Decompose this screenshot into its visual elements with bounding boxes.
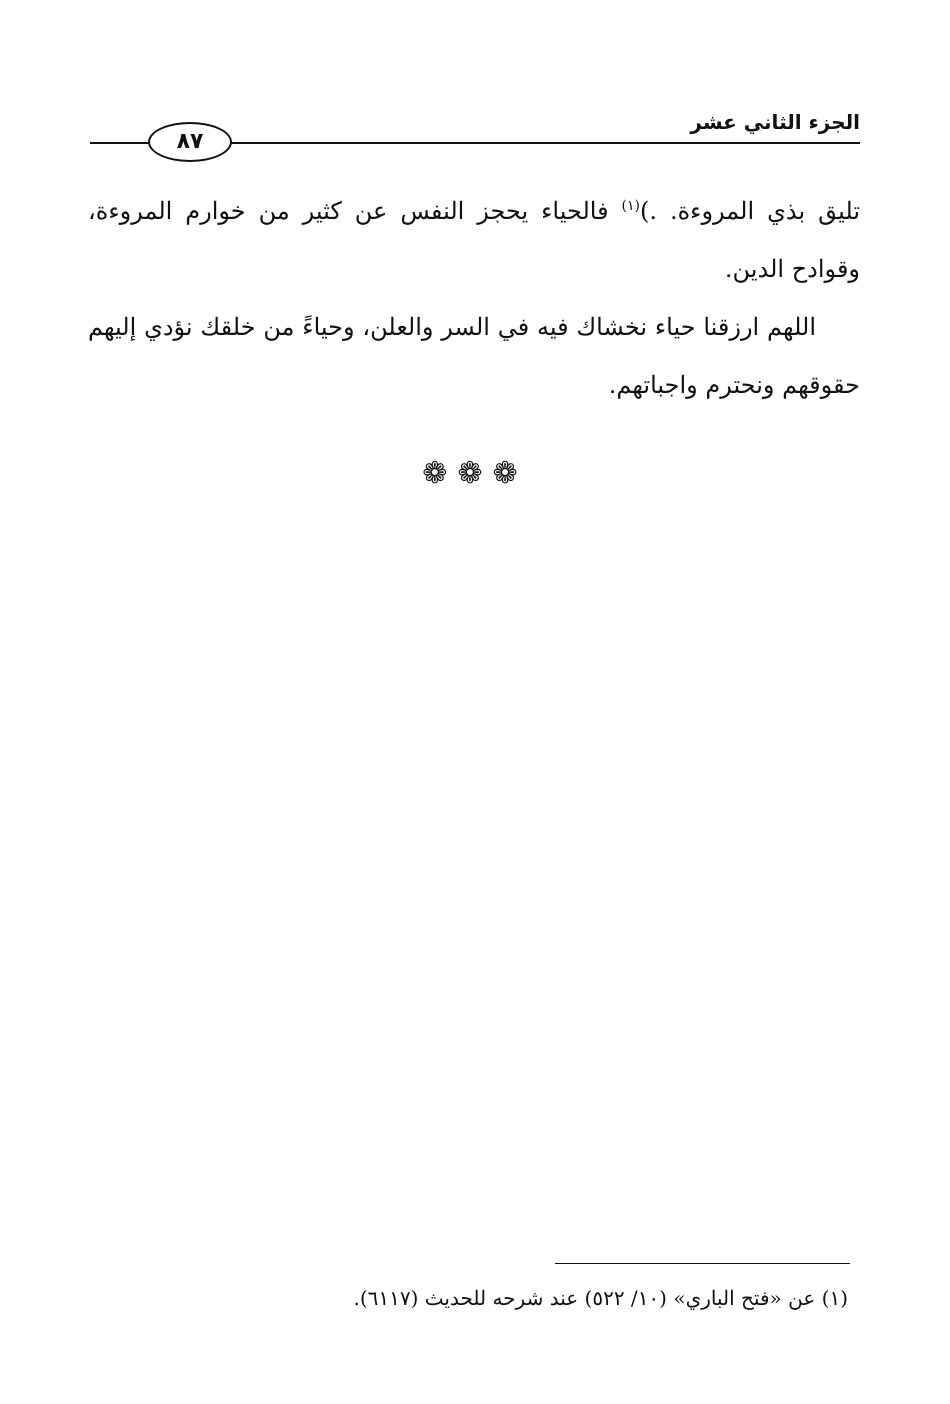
- paragraph-2: اللهم ارزقنا حياء نخشاك فيه في السر والعلن، وحياءً من خلقك نؤدي إليهم حقوقهم ونحترم واجباتهم.: [88, 313, 860, 399]
- footnote-reference: (١): [621, 198, 640, 214]
- footnote-divider: [555, 1263, 850, 1264]
- main-text: [88, 182, 860, 414]
- footnote: (١) عن «فتح الباري» (١٠/ ٥٢٢) عند شرحه للحديث (٦١١٧).: [353, 1286, 848, 1310]
- page-number: ٨٧: [148, 122, 232, 162]
- page-header: [90, 108, 860, 158]
- section-ornament: ❁❁❁: [422, 456, 528, 491]
- paragraph-1-end: فالحياء يحجز النفس عن كثير من خوارم المروءة، وقوادح الدين.: [88, 197, 860, 283]
- paragraph-1: [88, 182, 860, 298]
- header-title: الجزء الثاني عشر: [690, 110, 860, 134]
- paragraph-1-start: تليق بذي المروءة. .): [640, 197, 861, 225]
